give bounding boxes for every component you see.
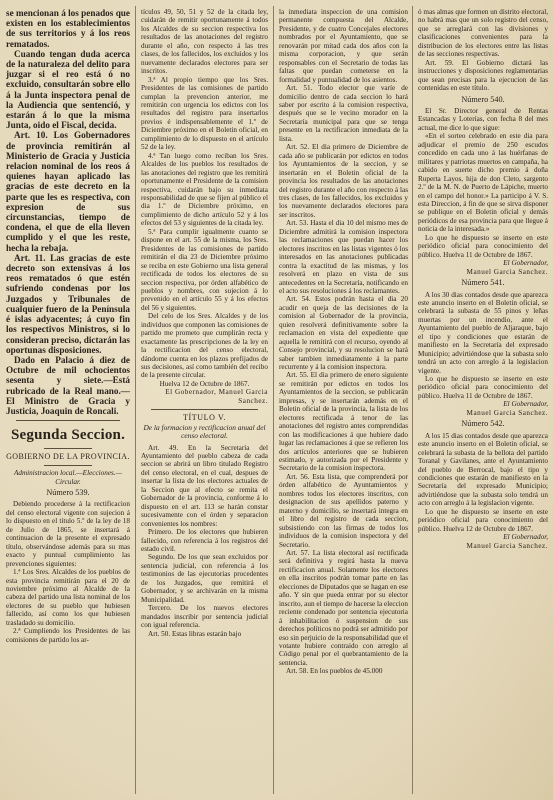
notice-2-governor-label: El Gobernador,: [503, 400, 548, 409]
col3-article-54: Art. 54. Estos podrán hasta el dia 20 acudir en queja de las decisiones de la comision al Gobernador de la provincia, quien resolverá definitivamente sobre la reclamacion en vista del expediente que aquella le remitirá con el recurso, oyendo al Consejo provincial, y su resolucion se hará saber tambien inmediatamente á la parte recurrente y á la comision inspectora.: [279, 295, 408, 372]
col3-paragraph-1: la inmediata inspeccion de una comision permanente compuesta del Alcalde, Presidente, y de cuatro Concejales electores nombrados por el Ayuntamiento, que se renovarán por mitad cada dos años con la misma corporacion, y que serán responsables con el Secretario de todas las faltas que puedan cometerse en la formalidad y puntualidad de los asientos.: [279, 8, 408, 84]
column-rule: [135, 6, 136, 794]
notice-3-governor-label: El Gobernador,: [503, 533, 548, 542]
col1-lead-paragraph-2: Cuando tengan duda acerca de la naturaleza del delito para juzgar si el reo está ó no excluido, consultarán sobre ello á la Junta inspectora penal de la Audiencia que sentenció, y estarán á lo que la misma Junta, oido el Fiscal, decida.: [6, 48, 130, 131]
col3-article-58: Art. 58. En los pueblos de 45.000: [286, 667, 383, 676]
col2-paragraph-3: 4.ª Tan luego como reciban los Sres. Alcaldes de los pueblos los resultados de las anotaciones del registro que les remitirá oportunamente el Presidente de la comision respectiva, cuidarán bajo su inmediata responsabilidad de que se fijen al público el dia 1.º de Diciembre próximo, en cumplimiento de dicho artículo 52 y á los efectos del 53 y siguientes de la citada ley.: [141, 151, 268, 228]
notice-1-governor-label: El Gobernador,: [503, 259, 548, 268]
col2-article-49-segundo: Segundo. De los que sean excluidos por sentencia judicial, con referencia á los testimonios de las ejecutorias procedentes de los Juzgados, que remitirá el Gobernador, y se archivarán en la misma Municipalidad.: [141, 553, 268, 604]
subsection-heading: GOBIERNO DE LA PROVINCIA.: [6, 452, 130, 462]
column-2: [141, 8, 268, 794]
notice-number: Número 541.: [461, 278, 505, 288]
col3-article-57: Art. 57. La lista electoral así rectificada será definitiva y regirá hasta la nueva rectificacion anual. Solamente los electores en ella inscritos podrán tomar parte en las elecciones de Diputados que se hagan en ese año. Y sin que pueda entrar por su elector inscrito, aun el tiempo de hacerse la eleccion reciente condenado por sentencia ejecutoria á inhabilitacion ó suspension de sus derechos políticos no podrá ser admitido por eso sin perjuicio de la responsabilidad que el votante hubiere contraido con arreglo al Código penal por el quebrantamiento de la sentencia.: [279, 549, 408, 667]
column-1-lead-text: [6, 8, 130, 416]
column-4: [418, 8, 548, 794]
titulo-subheading: De la formacion y rectificacion anual del censo electoral.: [143, 422, 266, 441]
col2-article-49: Art. 49. En la Secretaría del Ayuntamiento del pueblo cabeza de cada seccion se abrirá un libro titulado Registro del censo electoral, en el cual, despues de insertar la lista de los electores actuales de la Seccion que al efecto se remita el Gobernador de la provincia, conforme á lo dispuesto en el art. 113 se harán constar sucesivamente con el órden y separacion convenientes los nombres:: [141, 443, 268, 528]
admin-subtitle: Administracion local.—Elecciones.—Circular.: [14, 469, 122, 486]
column-3: [279, 8, 408, 794]
divider: [16, 420, 120, 421]
col3-article-56: Art. 56. Esta lista, que comprenderá por órden alfabético de Ayuntamientos y nombres todos los electores inscritos, con designacion de sus apellidos paterno y materno y domicilio, se insertará integra en el libro del registro de cada seccion, subsistiendo con las firmas de todos los individuos de la comision inspectora y del Secretario.: [279, 472, 408, 549]
notice-1-paragraph-3: Lo que he dispuesto se inserte en este periódico oficial para conocimiento del público. Huelva 11 de Octubre de 1867.: [418, 233, 548, 259]
col1-lead-paragraph-3: Art. 10. Los Gobernadores de provincia remitirán al Ministerio de Gracia y Justicia relacion nominal de los reos á quienes hayan aplicado las gracias de este decreto en la parte que les es respectiva, con expresion de sus circunstancias, tiempo de condena, el que de ella lleven cumplido y el que les reste, hecha la rebaja.: [6, 130, 130, 253]
col1-body-paragraph-1: Debiendo procederse á la rectificacion del censo electoral vigente con sujecion á lo dispuesto en el título 5.º de la ley de 18 de Julio de 1865, se insertará á continuacion de la presente el expresado título, observándose además para su mas exacto y puntual cumplimiento las prevenciones siguientes:: [6, 500, 130, 568]
col2-article-50: Art. 50. Estas libras estarán bajo: [148, 629, 242, 638]
col3-article-52: Art. 52. El dia primero de Diciembre de cada año se publicarán por edictos en todos los Ayuntamientos de la seccion, y se insertarán en el Boletin oficial de la provincia los resultados de las anotaciones del registro durante el año con respecto á las tres clases, de los fallecidos, los excluidos y los nuevamente declarados electores para ser inscritos.: [279, 143, 408, 219]
col1-lead-paragraph-4: Art. 11. Las gracias de este decreto son extensivas á los reos rematados ó que estén sufriendo condenas por los Juzgados y Tribunales de cualquier fuero de la Península é islas adyacentes; á cuyo fin los respectivos Ministros, si lo consideran preciso, dictarán las oportunas disposiciones.: [6, 252, 130, 355]
divider: [151, 409, 258, 410]
col1-lead-paragraph-5: Dado en Palacio á diez de Octubre de mil ochocientos sesenta y siete.—Está rubricado de la Real mano.—El Ministro de Gracia y Justicia, Joaquin de Roncali.: [6, 354, 130, 416]
col2-article-49-tercero: Tercero. De los nuevos electores mandados inscribir por sentencia judicial con igual referencia.: [141, 604, 268, 630]
notice-2-paragraph-2: Lo que he dispuesto se inserte en este periódico oficial para conocimiento del público. Huelva 11 de Octubre de 1867.: [418, 375, 548, 400]
notice-number: Número 540.: [461, 94, 505, 104]
col4-paragraph-1: ó mas almas que formen un distrito electoral, no habrá mas que un solo registro del censo, que se arreglará con las divisiones y clasificaciones convenientes para la distribucion de los electores entre las listas de las secciones respectivas.: [418, 8, 548, 59]
notice-2-signature: Manuel Garcia Sanchez.: [466, 408, 548, 417]
notice-3-paragraph-2: Lo que he dispuesto se inserte en este periódico oficial para conocimiento del público. Huelva 12 de Octubre de 1867.: [418, 507, 548, 533]
col2-paragraph-2: 3.ª Al propio tiempo que los Sres. Presidentes de las comisiones de partido cumplan la prevencion anterior, me remitirán con urgencia los edictos con los resultados del registro para insertarlos previos é indispensablemente el 1.º de Diciembre próximo en el Boletin oficial, en cumplimiento de lo dispuesto en el artículo 52 de la ley.: [141, 75, 268, 152]
notice-1-paragraph-1: El Sr. Director general de Rentas Estancadas y Loterías, con fecha 8 del mes actual, me dice lo que sigue:: [418, 106, 548, 132]
notice-1-signature: Manuel Garcia Sanchez.: [466, 267, 548, 276]
notice-3-paragraph-1: A los 15 dias contados desde que aparezca este anuncio inserto en el Boletin oficial, se celebrará la subasta de la bellota del partido Toranal y Gavilanes, ante el Ayuntamiento del pueblo de Berrocal, bajo el tipo y condiciones que estarán de manifiesto en la Secretaría del expresado Municipio; advirtiéndose que la subasta solo tendrá un acto con arreglo á la legislacion vigente.: [418, 431, 548, 508]
notice-number: Número 542.: [461, 419, 505, 429]
notice-2-paragraph-1: A los 30 dias contados desde que aparezca este anuncio inserto en el Boletin oficial, se celebrará la subasta de 55 pinos y leñas muertas por un incendio, ante el Ayuntamiento del pueblo de Aljaraque, bajo el tipo y condiciones que estarán de manifiesto en la Secretaría del expresado Municipio; advirtiéndose que la subasta solo tendrá un acto con arreglo á la legislacion vigente.: [418, 290, 548, 375]
col1-body-paragraph-2: 1.ª Los Sres. Alcaldes de los pueblos de esta provincia remitirán para el 20 de noviembre próximo al Alcalde de la cabeza del partido una lista nominal de los electores de su pueblo que hubiesen fallecido, así como los que hubiesen trasladado su domicilio.: [6, 568, 130, 627]
col3-article-51: Art. 51. Todo elector que varíe de domicilio dentro de cada seccion lo hará saber por escrito á la comision respectiva, después que se le vecino morador en la Secretaría municipal para que se tenga presente en la rectificacion inmediata de la lista.: [279, 84, 408, 143]
titulo-heading: TÍTULO V.: [183, 413, 226, 423]
col2-signature: El Gobernador, Manuel Garcia Sanchez.: [165, 388, 268, 405]
column-rule: [412, 6, 413, 794]
col1-lead-paragraph-1: se mencionan á los penados que existen en los establecimientos de sus territorios y á los reos rematados.: [6, 8, 130, 49]
col2-paragraph-1: tículos 49, 50, 51 y 52 de la citada ley, cuidarán de remitir oportunamente á todos los Alcaldes de su seccion respectiva los resultados de las anotaciones del registro durante el año, con respecto á las tres clases, de los fallecidos, los excluidos y los nuevamente declarados electores para ser inscritos.: [141, 8, 268, 76]
col4-paragraph-2: Art. 59. El Gobierno dictará las instrucciones y disposiciones reglamentarias que sean precisas para la ejecucion de las contenidas en este título.: [418, 58, 548, 93]
notice-number: Número 539.: [46, 488, 90, 498]
col3-article-55: Art. 55. El dia primero de enero siguiente se remitirán por edictos en todos los Ayuntamientos de la seccion, se publicarán impresas, y se insertarán además en el Boletin oficial de la provincia, la lista de los electores rectificada á tenor de las anotaciones del registro antes comprendidas con las modificaciones á que hubiere dado lugar las reclamaciones á que se refieren los dos artículos anteriores que se hubieren estimado, y autorizada por el Presidente y Secretario de la comision inspectora.: [279, 371, 408, 473]
section-heading: Segunda Seccion.: [10, 427, 126, 444]
column-rule: [273, 6, 274, 794]
col1-body-paragraph-3: 2.ª Cumpliendo los Presidentes de las comisiones de partido los ar-: [6, 627, 130, 644]
col2-article-49-primero: Primero. De los electores que hubieren fallecido, con referencia á los registros del estado civil.: [141, 528, 268, 553]
col2-paragraph-5: Del celo de los Sres. Alcaldes y de los individuos que componen las comisiones de partido me prometo que cumplirán recta y exactamente las prescripciones de la ley en la rectificacion del censo electoral, dándome cuenta en los plazos prefijados de sus decisiones, así como también del recibo de la presente circular.: [141, 312, 268, 380]
notice-3-signature: Manuel Garcia Sanchez.: [466, 541, 548, 550]
col2-date-line: Huelva 12 de Octubre de 1867.: [159, 379, 250, 388]
col3-article-53: Art. 53. Hasta el dia 10 del mismo mes de Diciembre admitirá la comision inspectora las reclamaciones que puedan hacer los electores inscritos en las listas vigentes ó los interesados en las anotaciones publicadas contra la exactitud de las mismas, y los resolverá en plazo en vista de sus antecedentes en la Secretaría, notificando en el acto sus resoluciones á los reclamantes.: [279, 219, 408, 295]
column-1: [6, 8, 130, 794]
col2-paragraph-4: 5.ª Para cumplir igualmente cuanto se dispone en el art. 55 de la misma, los Sres. Presidentes de las comisiones de partido remitirán el dia 23 de Diciembre próximo se reciba en este Gobierno una lista general rectificada de todos los electores de su seccion respectiva, por órden alfabético de pueblos y nombres, con sujecion á lo prevenido en el artículo 55 y á los efectos del 56 y siguientes.: [141, 227, 268, 312]
divider: [44, 448, 92, 449]
notice-1-paragraph-2: «En el sorteo celebrado en este dia para adjudicar el premio de 250 escudos concedido en cada uno á las huérfanas de militares y patriotas muertos en campaña, ha cabido en suerte dicho premio á doña Ruperta Layos, hija de don Cleto, sargento 2.º de la M. N. de Puerto de Lápiche, muerto en el campo del honor.» La participo á V. S. esta Direccion, á fin de que se sirva disponer se publique en el Boletin oficial y demás periódicos de esa provincia para que llegue á noticia de la interesada.»: [418, 132, 548, 234]
divider: [44, 465, 92, 466]
